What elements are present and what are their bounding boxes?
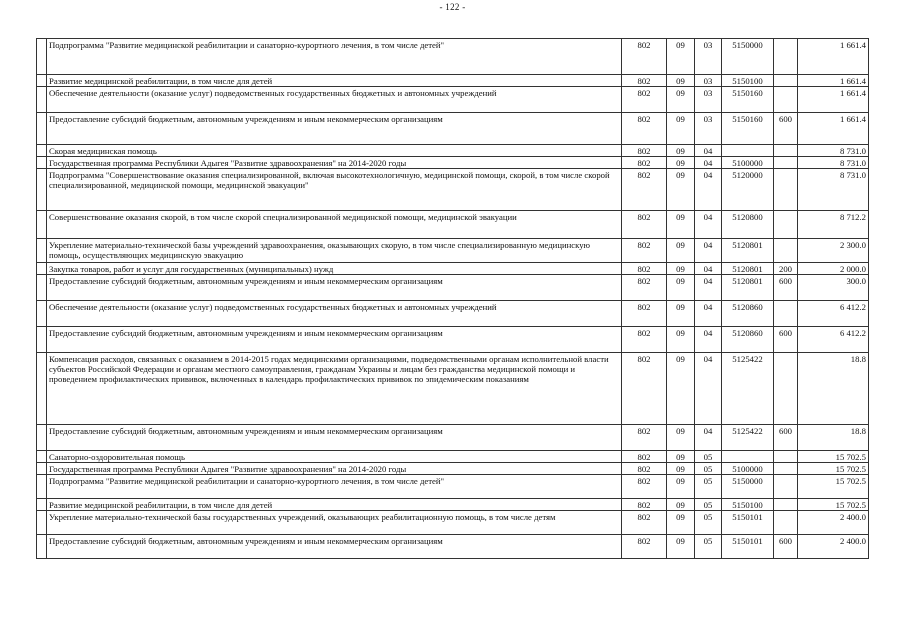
row-subsection-cell: 04 xyxy=(695,211,722,239)
row-expense-type-cell xyxy=(774,87,798,113)
row-expense-type-cell xyxy=(774,75,798,87)
row-target-article-cell: 5120860 xyxy=(722,327,774,353)
row-target-article-cell: 5150100 xyxy=(722,499,774,511)
row-name-cell: Укрепление материально-технической базы государственных учреждений, оказывающих реабилитационную помощь, в том числе детям xyxy=(47,511,622,535)
row-target-article-cell: 5125422 xyxy=(722,425,774,451)
row-margin-cell xyxy=(37,87,47,113)
row-target-article-cell: 5125422 xyxy=(722,353,774,425)
row-section-cell: 09 xyxy=(667,301,695,327)
table-row xyxy=(37,499,869,511)
table-row xyxy=(37,327,869,353)
row-subsection-cell: 04 xyxy=(695,327,722,353)
row-margin-cell xyxy=(37,511,47,535)
row-target-article-cell: 5120801 xyxy=(722,275,774,301)
row-ved-cell: 802 xyxy=(622,263,667,275)
row-ved-cell: 802 xyxy=(622,145,667,157)
row-expense-type-cell xyxy=(774,475,798,499)
row-target-article-cell: 5100000 xyxy=(722,157,774,169)
row-expense-type-cell xyxy=(774,39,798,75)
row-ved-cell: 802 xyxy=(622,75,667,87)
row-ved-cell: 802 xyxy=(622,301,667,327)
row-amount-cell: 1 661.4 xyxy=(798,39,869,75)
table-row xyxy=(37,451,869,463)
table-row xyxy=(37,463,869,475)
row-section-cell: 09 xyxy=(667,169,695,211)
table-row xyxy=(37,275,869,301)
row-section-cell: 09 xyxy=(667,463,695,475)
row-ved-cell: 802 xyxy=(622,113,667,145)
row-ved-cell: 802 xyxy=(622,535,667,559)
row-name-cell: Подпрограмма "Совершенствование оказания специализированной, включая высокотехнологичную, медицинской помощи, скорой, в том числе скорой специализированной, медицинской помощи, медицинской эвакуации" xyxy=(47,169,622,211)
row-margin-cell xyxy=(37,425,47,451)
row-ved-cell: 802 xyxy=(622,451,667,463)
row-ved-cell: 802 xyxy=(622,39,667,75)
row-target-article-cell: 5150160 xyxy=(722,87,774,113)
row-amount-cell: 18.8 xyxy=(798,353,869,425)
row-amount-cell: 8 731.0 xyxy=(798,157,869,169)
row-expense-type-cell xyxy=(774,169,798,211)
row-target-article-cell: 5150160 xyxy=(722,113,774,145)
row-margin-cell xyxy=(37,211,47,239)
row-margin-cell xyxy=(37,451,47,463)
row-target-article-cell: 5120000 xyxy=(722,169,774,211)
row-ved-cell: 802 xyxy=(622,463,667,475)
row-name-cell: Предоставление субсидий бюджетным, автономным учреждениям и иным некоммерческим организациям xyxy=(47,275,622,301)
row-section-cell: 09 xyxy=(667,145,695,157)
row-margin-cell xyxy=(37,301,47,327)
row-ved-cell: 802 xyxy=(622,169,667,211)
table-row xyxy=(37,75,869,87)
row-name-cell: Предоставление субсидий бюджетным, автономным учреждениям и иным некоммерческим организациям xyxy=(47,425,622,451)
row-ved-cell: 802 xyxy=(622,157,667,169)
row-expense-type-cell xyxy=(774,451,798,463)
row-margin-cell xyxy=(37,499,47,511)
table-row xyxy=(37,511,869,535)
row-name-cell: Обеспечение деятельности (оказание услуг) подведомственных государственных бюджетных и автономных учреждений xyxy=(47,301,622,327)
row-amount-cell: 2 000.0 xyxy=(798,263,869,275)
row-margin-cell xyxy=(37,263,47,275)
row-name-cell: Обеспечение деятельности (оказание услуг) подведомственных государственных бюджетных и автономных учреждений xyxy=(47,87,622,113)
table-row xyxy=(37,475,869,499)
row-target-article-cell: 5150000 xyxy=(722,475,774,499)
row-expense-type-cell: 600 xyxy=(774,275,798,301)
row-section-cell: 09 xyxy=(667,87,695,113)
row-amount-cell: 15 702.5 xyxy=(798,463,869,475)
row-name-cell: Предоставление субсидий бюджетным, автономным учреждениям и иным некоммерческим организациям xyxy=(47,113,622,145)
row-target-article-cell: 5120860 xyxy=(722,301,774,327)
row-name-cell: Скорая медицинская помощь xyxy=(47,145,622,157)
row-margin-cell xyxy=(37,239,47,263)
table-row xyxy=(37,263,869,275)
row-expense-type-cell xyxy=(774,499,798,511)
row-section-cell: 09 xyxy=(667,239,695,263)
row-name-cell: Государственная программа Республики Адыгея "Развитие здравоохранения" на 2014-2020 годы xyxy=(47,463,622,475)
row-target-article-cell xyxy=(722,451,774,463)
row-ved-cell: 802 xyxy=(622,275,667,301)
row-ved-cell: 802 xyxy=(622,239,667,263)
row-name-cell: Предоставление субсидий бюджетным, автономным учреждениям и иным некоммерческим организациям xyxy=(47,327,622,353)
table-row xyxy=(37,301,869,327)
row-section-cell: 09 xyxy=(667,499,695,511)
row-expense-type-cell: 600 xyxy=(774,327,798,353)
row-margin-cell xyxy=(37,463,47,475)
row-amount-cell: 2 400.0 xyxy=(798,535,869,559)
row-name-cell: Развитие медицинской реабилитации, в том числе для детей xyxy=(47,499,622,511)
table-row xyxy=(37,87,869,113)
row-section-cell: 09 xyxy=(667,425,695,451)
row-expense-type-cell: 600 xyxy=(774,113,798,145)
row-expense-type-cell: 600 xyxy=(774,535,798,559)
row-section-cell: 09 xyxy=(667,113,695,145)
row-ved-cell: 802 xyxy=(622,87,667,113)
table-row xyxy=(37,169,869,211)
row-amount-cell: 18.8 xyxy=(798,425,869,451)
row-name-cell: Совершенствование оказания скорой, в том числе скорой специализированной медицинской помощи, медицинской эвакуации xyxy=(47,211,622,239)
row-amount-cell: 6 412.2 xyxy=(798,301,869,327)
row-subsection-cell: 05 xyxy=(695,475,722,499)
row-subsection-cell: 04 xyxy=(695,239,722,263)
row-expense-type-cell xyxy=(774,145,798,157)
table-row xyxy=(37,211,869,239)
row-target-article-cell: 5120801 xyxy=(722,239,774,263)
row-amount-cell: 1 661.4 xyxy=(798,75,869,87)
row-target-article-cell: 5150101 xyxy=(722,511,774,535)
row-ved-cell: 802 xyxy=(622,211,667,239)
row-expense-type-cell xyxy=(774,239,798,263)
row-expense-type-cell xyxy=(774,463,798,475)
row-amount-cell: 1 661.4 xyxy=(798,87,869,113)
row-amount-cell: 300.0 xyxy=(798,275,869,301)
row-name-cell: Государственная программа Республики Адыгея "Развитие здравоохранения" на 2014-2020 годы xyxy=(47,157,622,169)
row-subsection-cell: 04 xyxy=(695,353,722,425)
row-amount-cell: 15 702.5 xyxy=(798,451,869,463)
table-row xyxy=(37,535,869,559)
row-margin-cell xyxy=(37,75,47,87)
row-amount-cell: 8 731.0 xyxy=(798,145,869,157)
row-amount-cell: 2 400.0 xyxy=(798,511,869,535)
row-section-cell: 09 xyxy=(667,75,695,87)
row-expense-type-cell: 600 xyxy=(774,425,798,451)
row-subsection-cell: 04 xyxy=(695,425,722,451)
row-target-article-cell: 5120801 xyxy=(722,263,774,275)
row-section-cell: 09 xyxy=(667,211,695,239)
row-subsection-cell: 04 xyxy=(695,301,722,327)
table-row xyxy=(37,145,869,157)
row-subsection-cell: 03 xyxy=(695,87,722,113)
row-ved-cell: 802 xyxy=(622,511,667,535)
row-name-cell: Предоставление субсидий бюджетным, автономным учреждениям и иным некоммерческим организациям xyxy=(47,535,622,559)
row-target-article-cell: 5150100 xyxy=(722,75,774,87)
row-ved-cell: 802 xyxy=(622,327,667,353)
row-name-cell: Подпрограмма "Развитие медицинской реабилитации и санаторно-курортного лечения, в том числе детей" xyxy=(47,475,622,499)
row-name-cell: Санаторно-оздоровительная помощь xyxy=(47,451,622,463)
row-ved-cell: 802 xyxy=(622,425,667,451)
row-subsection-cell: 03 xyxy=(695,75,722,87)
row-ved-cell: 802 xyxy=(622,475,667,499)
row-name-cell: Подпрограмма "Развитие медицинской реабилитации и санаторно-курортного лечения, в том числе детей" xyxy=(47,39,622,75)
row-amount-cell: 15 702.5 xyxy=(798,499,869,511)
row-margin-cell xyxy=(37,157,47,169)
row-margin-cell xyxy=(37,353,47,425)
table-row xyxy=(37,239,869,263)
row-name-cell: Закупка товаров, работ и услуг для государственных (муниципальных) нужд xyxy=(47,263,622,275)
row-margin-cell xyxy=(37,169,47,211)
row-section-cell: 09 xyxy=(667,511,695,535)
row-expense-type-cell xyxy=(774,211,798,239)
row-expense-type-cell xyxy=(774,301,798,327)
row-expense-type-cell xyxy=(774,353,798,425)
row-target-article-cell: 5150101 xyxy=(722,535,774,559)
row-expense-type-cell xyxy=(774,511,798,535)
row-subsection-cell: 04 xyxy=(695,169,722,211)
row-section-cell: 09 xyxy=(667,353,695,425)
row-subsection-cell: 05 xyxy=(695,535,722,559)
row-amount-cell: 15 702.5 xyxy=(798,475,869,499)
row-target-article-cell: 5120800 xyxy=(722,211,774,239)
row-margin-cell xyxy=(37,275,47,301)
row-section-cell: 09 xyxy=(667,263,695,275)
row-margin-cell xyxy=(37,475,47,499)
row-margin-cell xyxy=(37,39,47,75)
row-amount-cell: 8 731.0 xyxy=(798,169,869,211)
row-section-cell: 09 xyxy=(667,39,695,75)
page-number: - 122 - xyxy=(439,2,466,12)
row-subsection-cell: 05 xyxy=(695,499,722,511)
row-subsection-cell: 03 xyxy=(695,113,722,145)
row-ved-cell: 802 xyxy=(622,499,667,511)
table-row xyxy=(37,39,869,75)
row-target-article-cell xyxy=(722,145,774,157)
table-row xyxy=(37,353,869,425)
table-row xyxy=(37,157,869,169)
budget-table xyxy=(36,38,869,559)
table-body xyxy=(37,39,869,559)
row-name-cell: Укрепление материально-технической базы учреждений здравоохранения, оказывающих скорую, в том числе специализированную медицинскую помощь, осуществляющих медицинскую эвакуацию xyxy=(47,239,622,263)
row-name-cell: Компенсация расходов, связанных с оказанием в 2014-2015 годах медицинскими организациями, подведомственными органам исполнительной власти субъектов Российской Федерации и органам местного самоуправления, гражданам Украины и лицам без гражданства медицинской помощи и проведением профилактических прививок, включенных в календарь профилактических прививок по эпидемическим показаниям xyxy=(47,353,622,425)
row-target-article-cell: 5100000 xyxy=(722,463,774,475)
row-section-cell: 09 xyxy=(667,327,695,353)
table-row xyxy=(37,113,869,145)
row-subsection-cell: 03 xyxy=(695,39,722,75)
row-ved-cell: 802 xyxy=(622,353,667,425)
row-subsection-cell: 04 xyxy=(695,263,722,275)
row-target-article-cell: 5150000 xyxy=(722,39,774,75)
row-margin-cell xyxy=(37,113,47,145)
row-name-cell: Развитие медицинской реабилитации, в том числе для детей xyxy=(47,75,622,87)
row-subsection-cell: 04 xyxy=(695,145,722,157)
row-section-cell: 09 xyxy=(667,475,695,499)
row-subsection-cell: 04 xyxy=(695,275,722,301)
row-subsection-cell: 04 xyxy=(695,157,722,169)
row-section-cell: 09 xyxy=(667,535,695,559)
row-amount-cell: 8 712.2 xyxy=(798,211,869,239)
row-amount-cell: 1 661.4 xyxy=(798,113,869,145)
row-section-cell: 09 xyxy=(667,157,695,169)
row-margin-cell xyxy=(37,145,47,157)
table-row xyxy=(37,425,869,451)
row-section-cell: 09 xyxy=(667,275,695,301)
row-subsection-cell: 05 xyxy=(695,451,722,463)
row-section-cell: 09 xyxy=(667,451,695,463)
row-expense-type-cell: 200 xyxy=(774,263,798,275)
row-subsection-cell: 05 xyxy=(695,463,722,475)
row-amount-cell: 2 300.0 xyxy=(798,239,869,263)
row-margin-cell xyxy=(37,535,47,559)
row-margin-cell xyxy=(37,327,47,353)
row-subsection-cell: 05 xyxy=(695,511,722,535)
row-amount-cell: 6 412.2 xyxy=(798,327,869,353)
row-expense-type-cell xyxy=(774,157,798,169)
